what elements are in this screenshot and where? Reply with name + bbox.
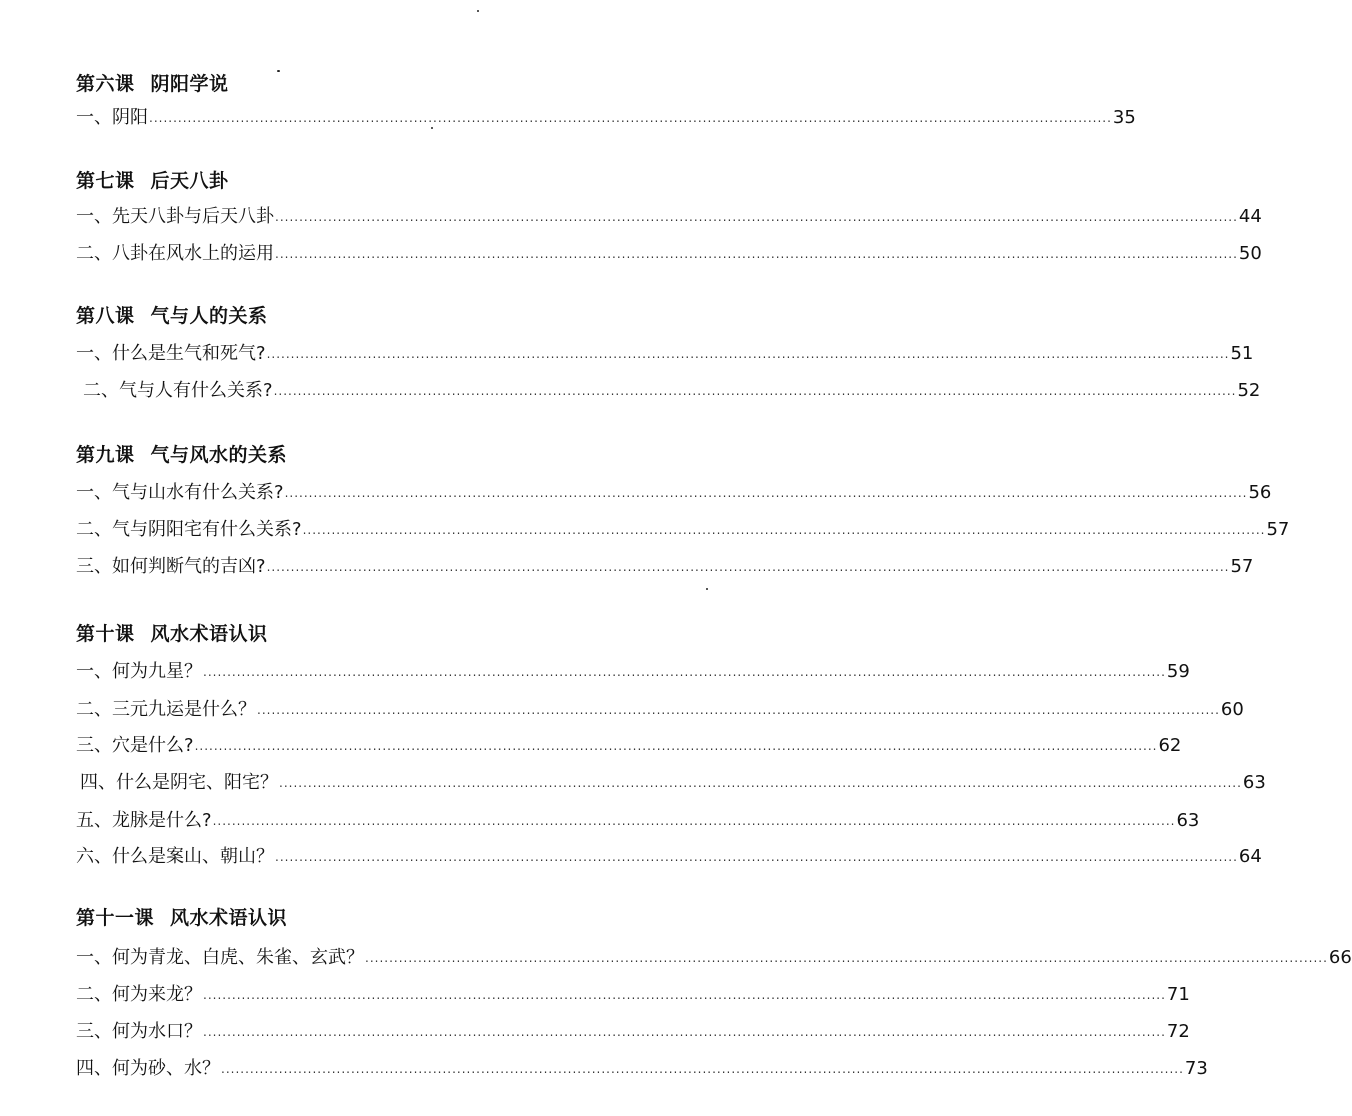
scan-speck [477, 10, 479, 12]
dot-leader: ........................................................................................................................................................................................................ [221, 1062, 1184, 1076]
toc-entry[interactable] [76, 242, 1262, 267]
dot-leader: ........................................................................................................................................................................................................ [266, 347, 1230, 361]
toc-entry[interactable] [76, 734, 1182, 759]
entry-page: 72 [1166, 1021, 1190, 1042]
toc-entry[interactable] [76, 660, 1190, 685]
toc-entry[interactable] [76, 481, 1272, 506]
entry-page: 51 [1230, 343, 1254, 364]
entry-page: 60 [1220, 699, 1244, 720]
entry-page: 63 [1176, 810, 1200, 831]
toc-entry[interactable] [76, 518, 1290, 543]
dot-leader: ........................................................................................................................................................................................................ [149, 111, 1112, 125]
entry-label: 一、什么是生气和死气? [76, 343, 266, 364]
lesson-title: 后天八卦 [150, 170, 229, 192]
lesson-heading [76, 304, 268, 328]
entry-label: 一、先天八卦与后天八卦 [76, 206, 274, 227]
dot-leader: ........................................................................................................................................................................................................ [273, 384, 1237, 398]
lesson-heading [76, 169, 229, 193]
entry-page: 52 [1237, 380, 1261, 401]
lesson-heading [76, 72, 229, 96]
entry-label: 三、穴是什么? [76, 735, 194, 756]
toc-entry[interactable] [76, 845, 1262, 870]
lesson-heading [76, 443, 287, 467]
toc-entry[interactable] [76, 809, 1200, 834]
toc-entry[interactable] [76, 1057, 1208, 1082]
entry-label: 六、什么是案山、朝山？ [76, 846, 274, 867]
entry-label: 一、何为九星？ [76, 661, 202, 682]
dot-leader: ........................................................................................................................................................................................................ [365, 951, 1328, 965]
dot-leader: ........................................................................................................................................................................................................ [279, 776, 1242, 790]
toc-entry[interactable] [83, 379, 1261, 404]
lesson-number: 第十一课 [76, 907, 155, 929]
lesson-title: 风水术语认识 [170, 907, 288, 929]
entry-page: 71 [1166, 984, 1190, 1005]
dot-leader: ........................................................................................................................................................................................................ [203, 1025, 1166, 1039]
lesson-number: 第九课 [76, 444, 135, 466]
entry-label: 二、何为来龙？ [76, 984, 202, 1005]
lesson-number: 第七课 [76, 170, 135, 192]
lesson-title: 阴阳学说 [150, 73, 229, 95]
entry-page: 66 [1328, 947, 1352, 968]
dot-leader: ........................................................................................................................................................................................................ [284, 486, 1248, 500]
dot-leader: ........................................................................................................................................................................................................ [302, 523, 1266, 537]
entry-page: 64 [1238, 846, 1262, 867]
dot-leader: ........................................................................................................................................................................................................ [212, 814, 1176, 828]
entry-label: 五、龙脉是什么? [76, 810, 212, 831]
lesson-number: 第十课 [76, 623, 135, 645]
entry-label: 一、气与山水有什么关系? [76, 482, 284, 503]
entry-page: 35 [1112, 107, 1136, 128]
entry-label: 一、阴阳 [76, 107, 148, 128]
toc-entry[interactable] [76, 983, 1190, 1008]
toc-entry[interactable] [76, 698, 1244, 723]
entry-page: 62 [1158, 735, 1182, 756]
scan-speck [431, 127, 433, 129]
toc-entry[interactable] [76, 946, 1352, 971]
entry-label: 三、何为水口？ [76, 1021, 202, 1042]
scan-speck [706, 588, 708, 590]
entry-label: 二、气与人有什么关系? [83, 380, 273, 401]
entry-label: 二、三元九运是什么？ [76, 699, 256, 720]
entry-label: 二、八卦在风水上的运用 [76, 243, 274, 264]
entry-page: 57 [1230, 556, 1254, 577]
entry-page: 50 [1238, 243, 1262, 264]
dot-leader: ........................................................................................................................................................................................................ [203, 988, 1166, 1002]
entry-label: 四、何为砂、水？ [76, 1058, 220, 1079]
entry-label: 一、何为青龙、白虎、朱雀、玄武？ [76, 947, 364, 968]
toc-entry[interactable] [76, 342, 1254, 367]
entry-label: 三、如何判断气的吉凶? [76, 556, 266, 577]
lesson-title: 风水术语认识 [150, 623, 268, 645]
entry-page: 56 [1248, 482, 1272, 503]
lesson-title: 气与人的关系 [150, 305, 268, 327]
toc-entry[interactable] [76, 106, 1136, 131]
toc-entry[interactable] [76, 1020, 1190, 1045]
entry-page: 57 [1266, 519, 1290, 540]
toc-entry[interactable] [80, 771, 1266, 796]
dot-leader: ........................................................................................................................................................................................................ [275, 210, 1238, 224]
toc-entry[interactable] [76, 205, 1262, 230]
entry-page: 59 [1166, 661, 1190, 682]
dot-leader: ........................................................................................................................................................................................................ [266, 560, 1230, 574]
lesson-number: 第六课 [76, 73, 135, 95]
scan-speck [277, 70, 280, 72]
lesson-number: 第八课 [76, 305, 135, 327]
toc-entry[interactable] [76, 555, 1254, 580]
dot-leader: ........................................................................................................................................................................................................ [275, 850, 1238, 864]
lesson-heading [76, 622, 268, 646]
lesson-heading [76, 906, 287, 930]
dot-leader: ........................................................................................................................................................................................................ [275, 247, 1238, 261]
entry-page: 44 [1238, 206, 1262, 227]
dot-leader: ........................................................................................................................................................................................................ [194, 739, 1158, 753]
entry-page: 73 [1184, 1058, 1208, 1079]
entry-label: 二、气与阴阳宅有什么关系? [76, 519, 302, 540]
entry-page: 63 [1242, 772, 1266, 793]
dot-leader: ........................................................................................................................................................................................................ [203, 665, 1166, 679]
entry-label: 四、什么是阴宅、阳宅？ [80, 772, 278, 793]
dot-leader: ........................................................................................................................................................................................................ [257, 703, 1220, 717]
lesson-title: 气与风水的关系 [150, 444, 288, 466]
